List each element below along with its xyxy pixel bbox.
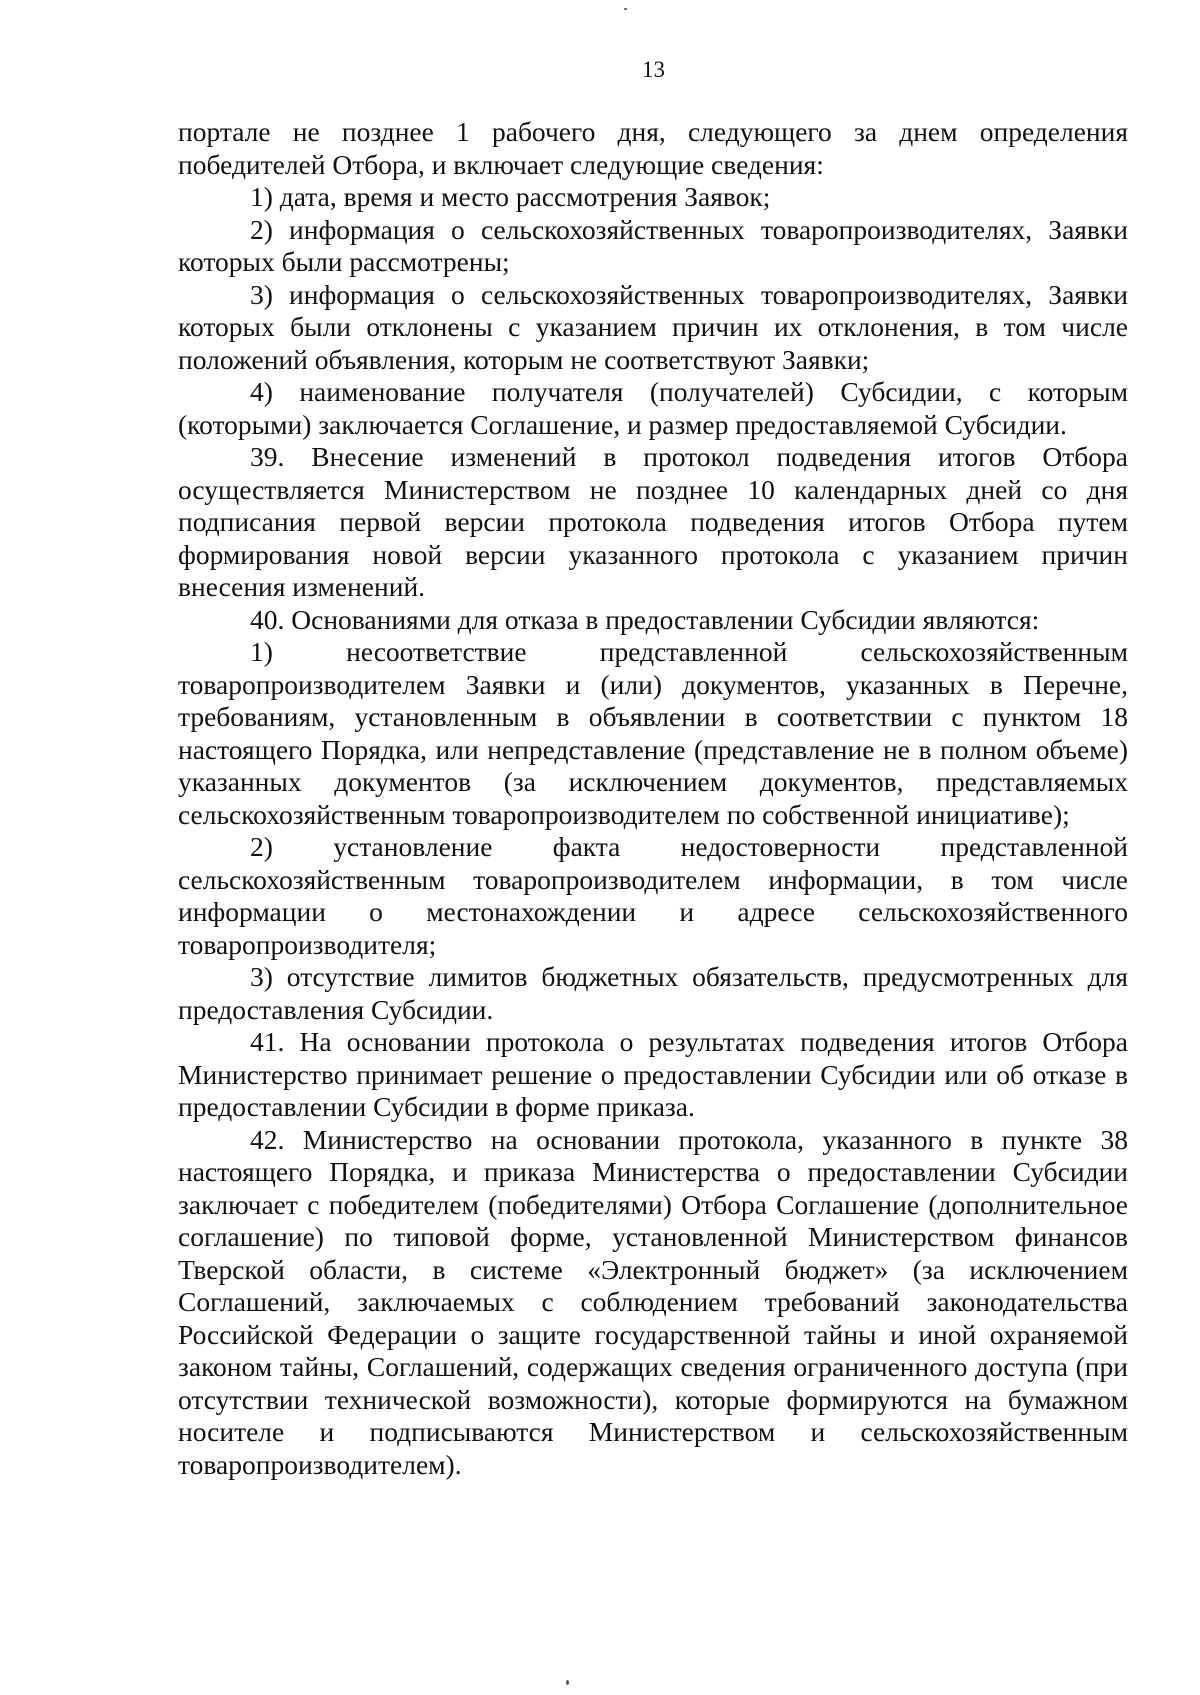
list-item-3-rejected: 3) информация о сельскохозяйственных товаропроизводителях, Заявки которых были отклонены с указанием причин их отклонения, в том числе положений объявления, которым не соответствуют Заявки; [178,278,1128,375]
scan-speck [624,8,627,10]
list-item-4-recipient: 4) наименование получателя (получателей) Субсидии, с которым (которыми) заключается Соглашение, и размер предоставляемой Субсидии. [178,376,1128,440]
paragraph-39: 39. Внесение изменений в протокол подведения итогов Отбора осуществляется Министерством не позднее 10 календарных дней со дня подписания первой версии протокола подведения итогов Отбора путем формирования новой версии указанного протокола с указанием причин внесения изменений. [178,441,1128,602]
page-number: 13 [642,57,665,82]
paragraph-42: 42. Министерство на основании протокола, указанного в пункте 38 настоящего Порядка, и приказа Министерства о предоставлении Субсидии заключает с победителем (победителями) Отбора Соглашение (дополнительное соглашение) по типовой форме, установленной Министерством финансов Тверской области, в системе «Электронный бюджет» (за исключением Соглашений, заключаемых с соблюдением требований законодательства Российской Федерации о защите государственной тайны и иной охраняемой законом тайны, Соглашений, содержащих сведения ограниченного доступа (при отсутствии технической возможности), которые формируются на бумажном носителе и подписываются Министерством и сельскохозяйственным товаропроизводителем). [178,1123,1128,1480]
paragraph-continuation: порталe не позднее 1 рабочего дня, следующего за днем определения победителей Отбора, и включает следующие сведения: [178,116,1128,180]
paragraph-40: 40. Основаниями для отказа в предоставлении Субсидии являются: [250,603,1040,635]
refusal-item-1: 1) несоответствие представленной сельскохозяйственным товаропроизводителем Заявки и (или) документов, указанных в Перечне, требованиям, установленным в объявлении в соответствии с пунктом 18 настоящего Порядка, или непредставление (представление не в полном объеме) указанных документов (за исключением документов, представляемых сельскохозяйственным товаропроизводителем по собственной инициативе); [178,636,1128,830]
list-item-2-reviewed: 2) информация о сельскохозяйственных товаропроизводителях, Заявки которых были рассмотрены; [178,213,1128,277]
refusal-item-3: 3) отсутствие лимитов бюджетных обязательств, предусмотренных для предоставления Субсидии. [178,961,1128,1025]
paragraph-41: 41. На основании протокола о результатах подведения итогов Отбора Министерство принимает решение о предоставлении Субсидии или об отказе в предоставлении Субсидии в форме приказа. [178,1026,1128,1122]
list-item-1-date: 1) дата, время и место рассмотрения Заявок; [250,181,771,212]
document-body [178,116,1128,1481]
scan-speck [566,1680,569,1685]
refusal-item-2: 2) установление факта недостоверности представленной сельскохозяйственным товаропроизводителем информации, в том числе информации о местонахождении и адресе сельскохозяйственного товаропроизводителя; [178,831,1128,960]
